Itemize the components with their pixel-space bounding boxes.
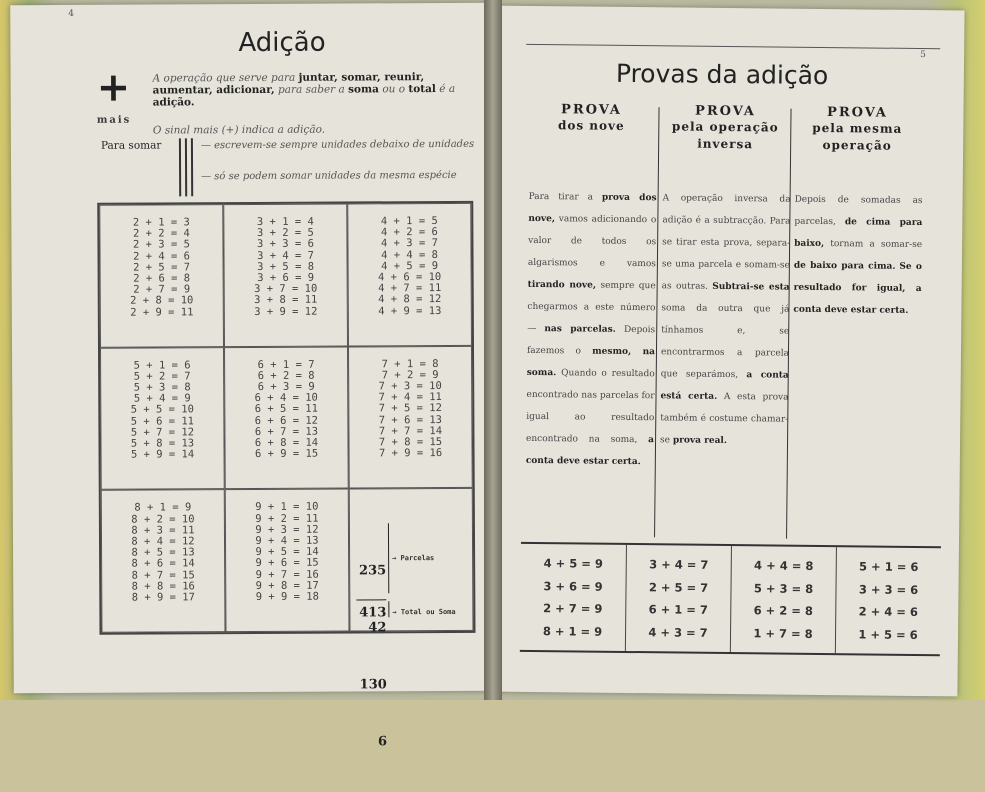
- column-heading: PROVA: [827, 105, 888, 121]
- body-bold: nas parcelas.: [544, 324, 616, 335]
- proof-equation: 2 + 7 = 9: [543, 601, 603, 616]
- addend: 42: [368, 620, 387, 636]
- body-bold: prova real.: [672, 435, 728, 447]
- intro-bold: juntar, somar, reunir, aumentar, adicionar,: [152, 71, 425, 97]
- proof-equation: 2 + 5 = 7: [648, 579, 709, 595]
- addition-table: 6 + 1 = 7 6 + 2 = 8 6 + 3 = 9 6 + 4 = 10 6 + 5 = 11 6 + 6 = 12 6 + 7 = 13 6 + 8 = 14 6 + 9 = 15: [224, 346, 349, 489]
- column-heading: PROVA: [695, 103, 757, 120]
- intro-text: para saber a: [277, 83, 345, 96]
- body-text: tornam a somar-se: [830, 239, 923, 251]
- body-bold: tirando nove,: [527, 279, 597, 291]
- triple-bar-icon: [179, 138, 193, 196]
- body-text: Quando o resultado encontrado nas parcelas for igual ao resultado encontrado na soma,: [526, 368, 655, 446]
- page-title: Provas da adição: [615, 58, 829, 91]
- addend: 130: [359, 677, 387, 693]
- sinal-text: O sinal mais (+) indica a adição.: [152, 123, 326, 137]
- body-text: A esta prova também é costume chamar-se: [660, 391, 789, 446]
- proof-equation: 5 + 3 = 8: [753, 581, 814, 596]
- addition-tables-grid: [97, 201, 475, 750]
- body-bold: de baixo para cima.: [793, 260, 896, 272]
- sum-line: [356, 600, 386, 601]
- intro-bold: adição.: [152, 96, 195, 109]
- intro-bold: soma: [348, 83, 380, 96]
- column-body: [526, 186, 657, 473]
- left-page: [10, 3, 492, 750]
- intro-text: é a: [439, 82, 456, 96]
- sum-bracket: [388, 524, 389, 594]
- mais-label: mais: [96, 114, 132, 126]
- divider: [526, 44, 940, 49]
- book-spine: [484, 0, 502, 700]
- addition-table: 7 + 1 = 8 7 + 2 = 9 7 + 3 = 10 7 + 4 = 11 7 + 5 = 12 7 + 6 = 13 7 + 7 = 14 7 + 8 = 15 7 + 9 = 16: [348, 345, 473, 488]
- body-bold: mesmo, na soma.: [526, 346, 656, 379]
- right-page: [489, 6, 964, 697]
- proof-equation: 4 + 3 = 7: [648, 624, 708, 640]
- proof-equation: 4 + 4 = 8: [754, 558, 814, 574]
- proof-equation: 1 + 5 = 6: [858, 627, 918, 642]
- sum-bracket: [388, 602, 389, 618]
- body-text: sempre que chegarmos a este número —: [527, 280, 656, 335]
- proof-equation: 6 + 1 = 7: [648, 602, 708, 618]
- body-bold: de cima para baixo,: [794, 217, 923, 250]
- intro-text: ou o: [382, 83, 406, 96]
- plus-icon: +: [96, 64, 131, 111]
- body-bold: a conta deve estar certa.: [525, 435, 655, 468]
- body-text: vamos adicionando o valor de todos os algarismos e vamos: [527, 214, 657, 270]
- column-body: [660, 187, 791, 452]
- column-subheading: pela operação inversa: [671, 119, 779, 152]
- column-header: [525, 102, 657, 135]
- proof-examples-table: [520, 542, 941, 656]
- parcelas-label: → Parcelas: [392, 554, 435, 563]
- sum-total: 413: [359, 605, 387, 621]
- body-bold: Se o resultado for igual, a conta deve estar certa.: [793, 261, 922, 316]
- body-bold: a conta está certa.: [660, 370, 789, 402]
- addend: 235: [358, 563, 387, 579]
- proof-equation: 6 + 2 = 8: [753, 603, 813, 619]
- proof-column: [625, 545, 731, 652]
- addition-table: 5 + 1 = 6 5 + 2 = 7 5 + 3 = 8 5 + 4 = 9 5 + 5 = 10 5 + 6 = 11 5 + 7 = 12 5 + 8 = 13 5 + 9 = 14: [100, 347, 225, 490]
- page-number: 4: [68, 8, 75, 19]
- column-header: [659, 103, 792, 153]
- column-body: [793, 189, 922, 322]
- intro-paragraph: [153, 71, 485, 109]
- sum-addends: [358, 524, 387, 790]
- addition-table: 8 + 1 = 9 8 + 2 = 10 8 + 3 = 11 8 + 4 = 12 8 + 5 = 13 8 + 6 = 14 8 + 7 = 15 8 + 8 = 16 8 + 9 = 17: [101, 489, 226, 632]
- page-title: Adição: [238, 27, 326, 59]
- proof-column: [520, 544, 626, 651]
- addition-table: 4 + 1 = 5 4 + 2 = 6 4 + 3 = 7 4 + 4 = 8 4 + 5 = 9 4 + 6 = 10 4 + 7 = 11 4 + 8 = 12 4 + 9 = 13: [347, 203, 472, 346]
- body-text: Depois fazemos o: [526, 324, 656, 357]
- body-bold: Subtrai-se esta: [712, 281, 790, 293]
- page-number: 5: [920, 50, 926, 61]
- addition-table: 2 + 1 = 3 2 + 2 = 4 2 + 3 = 5 2 + 4 = 6 2 + 5 = 7 2 + 6 = 8 2 + 7 = 9 2 + 8 = 10 2 + 9 = 11: [99, 204, 224, 347]
- proof-equation: 3 + 6 = 9: [543, 578, 603, 594]
- proof-column: [835, 547, 941, 654]
- proof-equation: 3 + 3 = 6: [858, 582, 919, 597]
- total-label: → Total ou Soma: [392, 608, 456, 617]
- intro-bold: total: [408, 83, 436, 96]
- proof-equation: 8 + 1 = 9: [542, 623, 603, 639]
- body-text: Depois de somadas as parcelas,: [794, 194, 923, 228]
- addend: 6: [377, 734, 388, 750]
- body-text: Para se tirar esta prova, separa-se uma parcela e somam-se as outras.: [661, 216, 791, 292]
- addition-table: 3 + 1 = 4 3 + 2 = 5 3 + 3 = 6 3 + 4 = 7 3 + 5 = 8 3 + 6 = 9 3 + 7 = 10 3 + 8 = 11 3 + 9 = 12: [223, 203, 348, 346]
- body-text: A operação inversa da adição é a subtracção.: [662, 193, 791, 227]
- proof-equation: 3 + 4 = 7: [649, 557, 709, 573]
- rule-text: — escrevem-se sempre unidades debaixo de unidades: [200, 138, 475, 152]
- rule-text: — só se podem somar unidades da mesma espécie: [201, 169, 457, 183]
- column-subheading: dos nove: [557, 118, 625, 133]
- column-header: [791, 105, 924, 155]
- example-sum: [349, 488, 474, 750]
- column-heading: PROVA: [561, 102, 623, 118]
- body-text: soma da outra que já tínhamos e, se encontrarmos a parcela que separámos,: [660, 303, 790, 381]
- proof-column: [730, 546, 836, 653]
- proof-equation: 5 + 1 = 6: [859, 559, 919, 575]
- proof-equation: 1 + 7 = 8: [753, 626, 813, 641]
- column-subheading: pela mesma operação: [812, 120, 903, 153]
- addition-table: 9 + 1 = 10 9 + 2 = 11 9 + 3 = 12 9 + 4 = 13 9 + 5 = 14 9 + 6 = 15 9 + 7 = 16 9 + 8 = 17 9 + 9 = 18: [225, 489, 350, 632]
- proof-equation: 4 + 5 = 9: [543, 556, 603, 571]
- intro-text: A operação que serve para: [152, 71, 296, 85]
- body-bold: prova dos nove,: [528, 192, 657, 225]
- body-text: Para tirar a: [528, 191, 594, 203]
- proof-equation: 2 + 4 = 6: [858, 604, 918, 620]
- para-somar-label: Para somar: [100, 139, 162, 152]
